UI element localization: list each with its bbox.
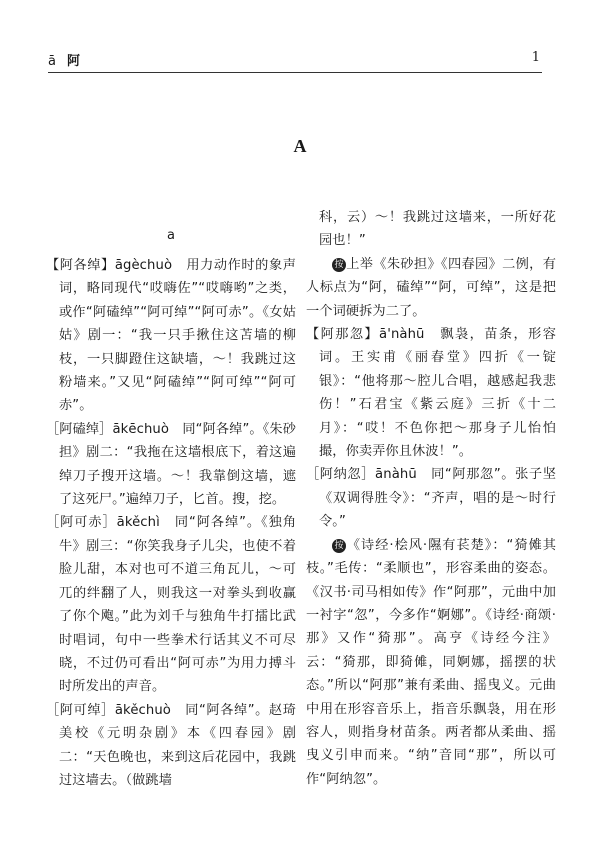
- subentry-anahu-2: ［阿纳忽］ānàhū 同“阿那忽”。张子坚《双调得胜令》：“齐声，唱的是～时行令。”: [306, 467, 556, 530]
- note-paragraph-2: [306, 534, 556, 791]
- continuation-text: 科，云）～！我跳过这墙来，一所好花园也！”: [319, 210, 556, 249]
- entry-anahu: 【阿那忽】ā'nàhū 飘袅，苗条，形容词。王实甫《丽春堂》四折《一锭银》：“他将那～腔儿合唱，越感起我悲伤！”石君宝《紫云庭》三折《十二月》：“哎！不色你把～那身子儿怡怕撮，你卖弄你且休波！”。: [306, 327, 556, 460]
- left-column: [46, 220, 296, 792]
- syllable-heading: a: [166, 228, 176, 243]
- note-mark-icon-2: 按: [332, 539, 346, 553]
- running-head-pinyin: ā: [48, 54, 57, 69]
- subentry-ake-chuo: ［阿磕绰］ākēchuò 同“阿各绰”。《朱砂担》剧二：“我拖在这墙根底下，着这遍绰刀子搜开这墙。～！我靠倒这墙，遮了这死尸。”遍绰刀子，匕首。搜，挖。: [46, 421, 296, 508]
- note-paragraph-1: [306, 253, 556, 323]
- section-letter: A: [293, 136, 307, 156]
- note-mark-icon: 按: [332, 258, 346, 272]
- note-text-1: 上举《朱砂担》《四春园》二例，有人标点为“阿，磕绰”“阿，可绰”，这是把一个词硬拆为二了。: [306, 256, 556, 319]
- running-head-char: 阿: [66, 54, 81, 69]
- entry-age-chuo: 【阿各绰】āgèchuò 用力动作时的象声词，略同现代“哎嗨佐”“哎嗨哟”之类，或作“阿磕绰”“阿可绰”“阿可赤”。《女姑姑》剧一：“我一只手揪住这苫墙的柳枝，一只脚蹬住这缺墙，～！我跳过这粉墙来。”又见“阿磕绰”“阿可绰”“阿可赤”。: [46, 258, 296, 414]
- subentry-ake-chuo-2: ［阿可绰］ākěchuò 同“阿各绰”。赵琦美校《元明杂剧》本《四春园》剧二：“天色晚也，来到这后花园中，我跳过这墙去。（做跳墙: [46, 702, 296, 788]
- running-head-left: [48, 50, 81, 69]
- right-column: [306, 206, 556, 791]
- page-number: 1: [531, 50, 540, 65]
- note-text-2: 《诗经·桧风·隰有苌楚》：“猗傩其枝。”毛传：“柔顺也”，形容柔曲的姿态。《汉书·司马相如传》作“阿那”，元曲中加一衬字“忽”，今多作“婀娜”。《诗经·商颂·那》又作“猗那”。高亨《诗经今注》云：“猗那，即猗傩，同婀娜，摇摆的状态。”所以“阿那”兼有柔曲、摇曳义。元曲中用在形容音乐上，指音乐飘袅，用在形容人，则指身材苗条。两者都从柔曲、摇曳义引申而来。“纳”音同“那”，所以可作“阿纳忽”。: [306, 537, 556, 787]
- running-head-rule: [48, 72, 542, 73]
- subentry-ake-chi: ［阿可赤］ākěchì 同“阿各绰”。《独角牛》剧三：“你笑我身子儿尖，也使不着脸儿甜，本对也可不道三角瓦儿，～可兀的绊翻了人，则我这一对拳头到收赢了你个飑。”此为刘千与独角牛打擂比武时唱词，句中一些拳术行话其义不可尽晓，不过仍可看出“阿可赤”为用力搏斗时所发出的声音。: [46, 515, 296, 695]
- running-head: [48, 50, 540, 72]
